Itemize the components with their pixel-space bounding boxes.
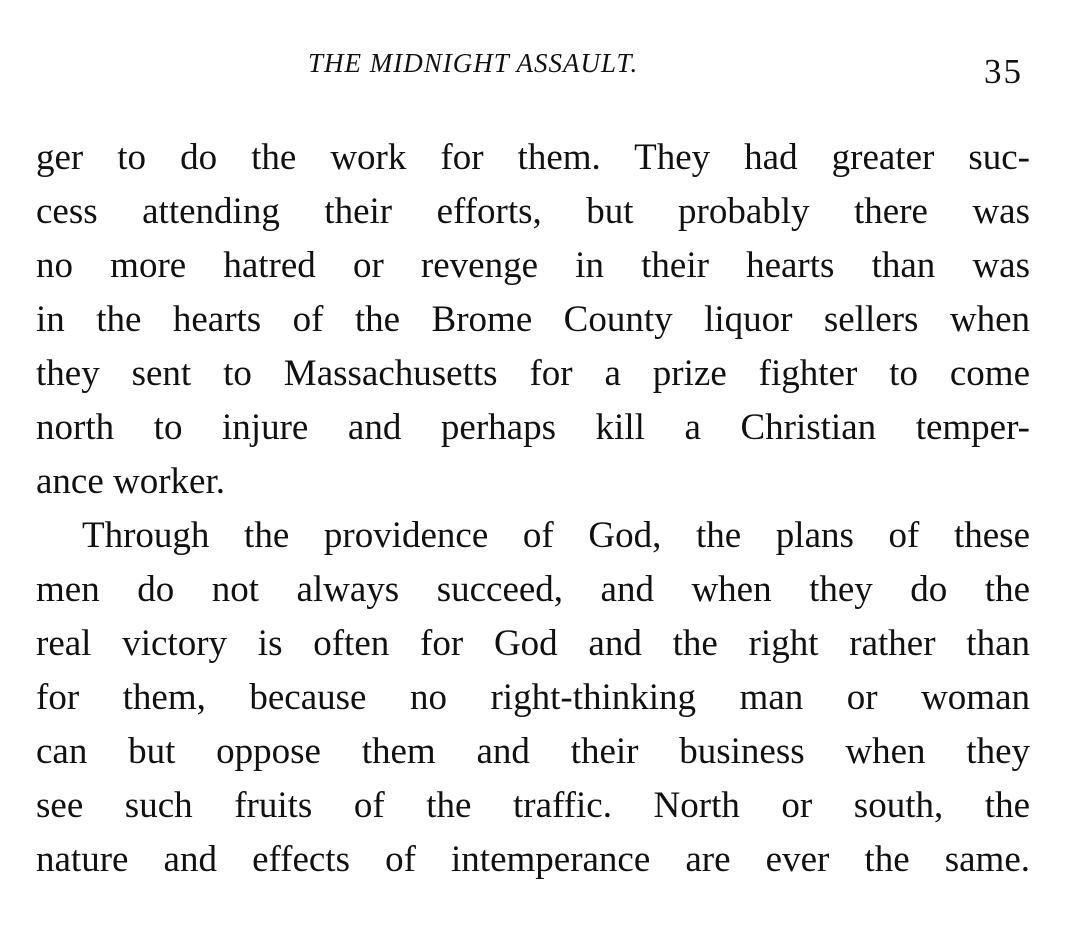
text-line: for them, because no right-thinking man or woman — [36, 677, 1030, 718]
text-line: ger to do the work for them. They had greater suc- — [36, 137, 1030, 178]
text-line: north to injure and perhaps kill a Christian temper- — [36, 407, 1030, 448]
text-line: Through the providence of God, the plans of these — [82, 515, 1030, 556]
page-number: 35 — [984, 52, 1023, 91]
running-head-title: THE MIDNIGHT ASSAULT. — [308, 48, 639, 78]
paragraph — [36, 131, 1030, 509]
text-line: cess attending their efforts, but probably there was — [36, 191, 1030, 232]
body-text — [36, 131, 1030, 887]
text-line: can but oppose them and their business when they — [36, 731, 1030, 772]
text-line: in the hearts of the Brome County liquor sellers when — [36, 299, 1030, 340]
text-line: see such fruits of the traffic. North or south, the — [36, 785, 1030, 826]
text-line: no more hatred or revenge in their hearts than was — [36, 245, 1030, 286]
text-line: real victory is often for God and the right rather than — [36, 623, 1030, 664]
text-line: men do not always succeed, and when they do the — [36, 569, 1030, 610]
text-line: they sent to Massachusetts for a prize fighter to come — [36, 353, 1030, 394]
paragraph — [36, 509, 1030, 887]
text-line: ance worker. — [36, 461, 226, 502]
text-line: nature and effects of intemperance are ever the same. — [36, 839, 1030, 880]
